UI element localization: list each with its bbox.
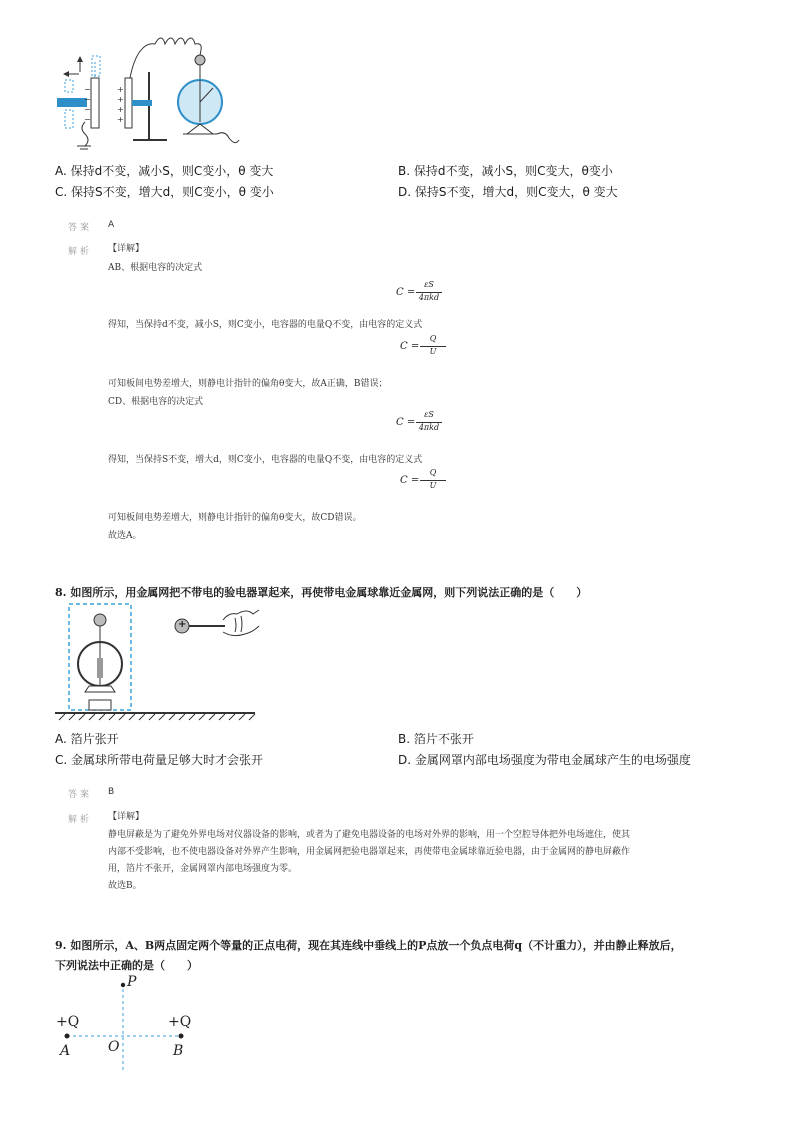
charge-b-label: +Q xyxy=(168,1014,192,1030)
point-o-label: O xyxy=(108,1039,120,1055)
q7-option-a: A. 保持d不变，减小S，则C变小，θ 变大 xyxy=(55,164,274,178)
q7-analysis-line: 可知板间电势差增大，则静电计指针的偏角θ变大，故A正确，B错误； xyxy=(108,379,388,389)
defining-formula: C = Q U xyxy=(400,468,450,494)
q8-analysis-label: 解析 xyxy=(68,815,93,825)
q8-analysis-line: 内部不受影响，也不使电器设备对外界产生影响，用金属网把验电器罩起来，再使带电金属球靠近验电器，由于金属网的静电屏蔽作 xyxy=(108,847,631,857)
q8-answer: B xyxy=(108,787,115,797)
capacitor-electroscope-figure xyxy=(55,22,245,154)
q7-analysis-header: 【详解】 xyxy=(108,244,145,254)
q7-analysis-line: 得知，当保持S不变，增大d，则C变小，电容器的电量Q不变，由电容的定义式 xyxy=(108,455,423,465)
q7-option-c: C. 保持S不变，增大d，则C变小，θ 变小 xyxy=(55,185,274,199)
q8-answer-label: 答案 xyxy=(68,790,93,800)
decisive-formula: C = εS 4πkd xyxy=(396,410,446,436)
shielded-electroscope-figure xyxy=(55,600,260,725)
point-p-label: P xyxy=(127,974,137,990)
q8-option-a: A. 箔片张开 xyxy=(55,732,119,746)
q8-option-c: C. 金属球所带电荷量足够大时才会张开 xyxy=(55,753,264,767)
q7-analysis-label: 解析 xyxy=(68,247,93,257)
svg-text:+: + xyxy=(117,95,124,104)
point-b-label: B xyxy=(173,1043,184,1059)
svg-text:+: + xyxy=(117,105,124,114)
q8-analysis-line: 故选B。 xyxy=(108,881,142,891)
q9-stem-line1: 9. 如图所示，A、B两点固定两个等量的正点电荷，现在其连线中垂线上的P点放一个负点电荷q（不计重力），并由静止释放后， xyxy=(55,939,682,952)
q8-analysis-header: 【详解】 xyxy=(108,812,145,822)
svg-text:+: + xyxy=(117,85,124,94)
svg-text:+: + xyxy=(117,115,124,124)
svg-text:−: − xyxy=(84,115,91,124)
q8-option-d: D. 金属网罩内部电场强度为带电金属球产生的电场强度 xyxy=(398,753,691,767)
q7-analysis-line: 得知，当保持d不变，减小S，则C变小，电容器的电量Q不变，由电容的定义式 xyxy=(108,320,423,330)
defining-formula: C = Q U xyxy=(400,334,450,360)
q8-stem: 8. 如图所示，用金属网把不带电的验电器罩起来，再使带电金属球靠近金属网，则下列说法正确的是（ ） xyxy=(55,586,588,599)
q7-analysis-line: 可知板间电势差增大，则静电计指针的偏角θ变大，故CD错误。 xyxy=(108,513,362,523)
q8-analysis-line: 静电屏蔽是为了避免外界电场对仪器设备的影响，或者为了避免电器设备的电场对外界的影响，用一个空腔导体把外电场遮住，使其 xyxy=(108,830,631,840)
ball-charge-sign: + xyxy=(178,619,187,630)
decisive-formula: C = εS 4πkd xyxy=(396,280,446,306)
q8-option-b: B. 箔片不张开 xyxy=(398,732,474,746)
q8-analysis-line: 用，箔片不张开，金属网罩内部电场强度为零。 xyxy=(108,864,298,874)
q7-analysis-line: AB、根据电容的决定式 xyxy=(108,263,203,273)
charge-a-label: +Q xyxy=(56,1014,80,1030)
svg-text:−: − xyxy=(84,105,91,114)
q7-answer-label: 答案 xyxy=(68,223,93,233)
q7-option-d: D. 保持S不变，增大d，则C变大，θ 变大 xyxy=(398,185,618,199)
q9-stem-line2: 下列说法中正确的是（ ） xyxy=(55,959,198,972)
q7-analysis-line: CD、根据电容的决定式 xyxy=(108,397,204,407)
q7-option-b: B. 保持d不变，减小S，则C变大，θ变小 xyxy=(398,164,613,178)
point-a-label: A xyxy=(60,1043,71,1059)
svg-text:−: − xyxy=(84,95,91,104)
svg-text:−: − xyxy=(84,85,91,94)
q7-analysis-line: 故选A。 xyxy=(108,531,142,541)
q7-answer: A xyxy=(108,220,115,230)
